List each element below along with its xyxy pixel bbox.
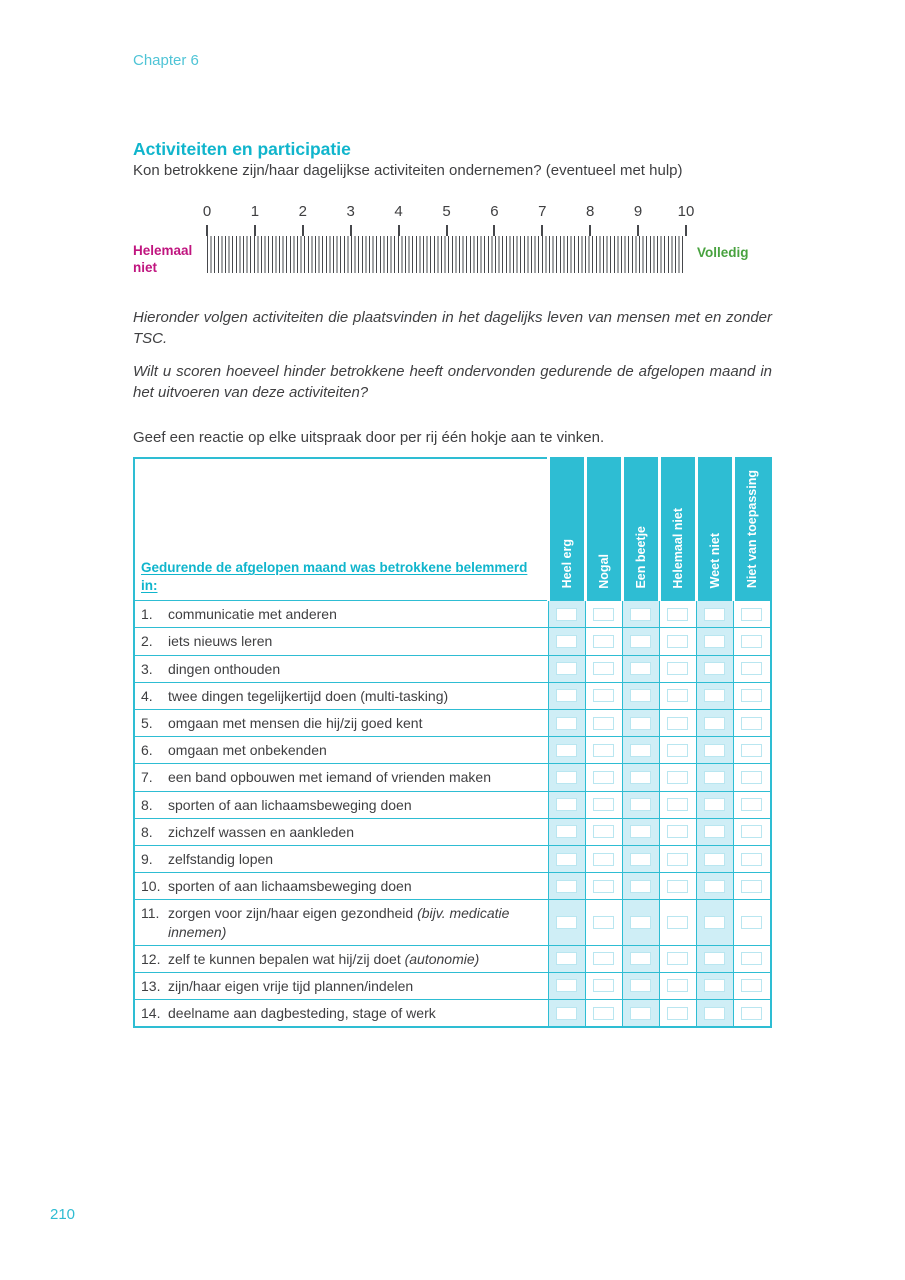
answer-cell[interactable]	[585, 737, 622, 764]
table-row	[134, 710, 771, 737]
statements-header: Gedurende de afgelopen maand was betrokkene belemmerd in:	[141, 560, 528, 594]
statement-number: 8.	[141, 796, 153, 813]
answer-cell[interactable]	[548, 845, 585, 872]
answer-checkbox[interactable]	[704, 825, 725, 838]
answer-checkbox[interactable]	[704, 1007, 725, 1020]
vas-major-tick	[685, 225, 687, 236]
answer-cell[interactable]	[622, 900, 659, 945]
answer-checkbox[interactable]	[630, 853, 651, 866]
statement-cell	[134, 873, 548, 900]
answer-cell[interactable]	[659, 972, 696, 999]
answer-checkbox[interactable]	[556, 1007, 577, 1020]
answer-checkbox[interactable]	[630, 798, 651, 811]
answer-checkbox[interactable]	[667, 798, 688, 811]
answer-checkbox[interactable]	[704, 952, 725, 965]
statement-number: 6.	[141, 742, 153, 759]
answer-checkbox[interactable]	[556, 853, 577, 866]
column-header-een-beetje	[622, 458, 659, 601]
answer-checkbox[interactable]	[556, 744, 577, 757]
vas-right-label: Volledig	[697, 245, 749, 260]
answer-checkbox[interactable]	[556, 771, 577, 784]
answer-cell[interactable]	[659, 601, 696, 628]
answer-checkbox[interactable]	[630, 744, 651, 757]
answer-cell[interactable]	[659, 900, 696, 945]
statement-number: 13.	[141, 977, 161, 994]
answer-cell[interactable]	[733, 710, 771, 737]
column-header-niet-van-toepassing	[733, 458, 771, 601]
answer-checkbox[interactable]	[704, 771, 725, 784]
statement-label: omgaan met onbekenden	[168, 742, 327, 759]
vas-number: 7	[538, 203, 547, 220]
answer-cell[interactable]	[733, 764, 771, 791]
answer-cell[interactable]	[585, 601, 622, 628]
statement-cell	[134, 945, 548, 972]
answer-cell[interactable]	[585, 972, 622, 999]
answer-checkbox[interactable]	[630, 608, 651, 621]
answer-cell[interactable]	[548, 628, 585, 655]
statement-label: communicatie met anderen	[168, 606, 337, 623]
answer-checkbox[interactable]	[556, 608, 577, 621]
vas-major-tick	[398, 225, 400, 236]
answer-cell[interactable]	[696, 682, 733, 709]
answer-checkbox[interactable]	[704, 608, 725, 621]
statement-cell	[134, 682, 548, 709]
answer-checkbox[interactable]	[667, 744, 688, 757]
answer-cell[interactable]	[733, 873, 771, 900]
answer-checkbox[interactable]	[741, 825, 762, 838]
table-row	[134, 900, 771, 945]
answer-checkbox[interactable]	[741, 952, 762, 965]
answer-cell[interactable]	[733, 818, 771, 845]
vas-numbers	[202, 203, 695, 225]
answer-cell[interactable]	[733, 682, 771, 709]
answer-cell[interactable]	[548, 818, 585, 845]
vas-number: 10	[677, 203, 695, 220]
statement-cell	[134, 1000, 548, 1028]
table-row	[134, 737, 771, 764]
statement-label: dingen onthouden	[168, 660, 281, 677]
vas-major-tick	[589, 225, 591, 236]
answer-checkbox[interactable]	[741, 717, 762, 730]
answer-cell[interactable]	[696, 628, 733, 655]
answer-cell[interactable]	[696, 845, 733, 872]
statement-number: 3.	[141, 660, 153, 677]
answer-cell[interactable]	[659, 710, 696, 737]
answer-checkbox[interactable]	[667, 771, 688, 784]
statement-label: een band opbouwen met iemand of vrienden maken	[168, 769, 491, 786]
answer-checkbox[interactable]	[593, 952, 614, 965]
answer-checkbox[interactable]	[704, 880, 725, 893]
answer-cell[interactable]	[585, 873, 622, 900]
answer-cell[interactable]	[585, 710, 622, 737]
answer-checkbox[interactable]	[741, 979, 762, 992]
table-row	[134, 682, 771, 709]
answer-cell[interactable]	[696, 873, 733, 900]
answer-cell[interactable]	[622, 710, 659, 737]
statement-label: omgaan met mensen die hij/zij goed kent	[168, 715, 423, 731]
statement-cell	[134, 972, 548, 999]
vas-left-label: Helemaal niet	[133, 243, 193, 275]
vas-number: 5	[442, 203, 451, 220]
table-row	[134, 818, 771, 845]
answer-checkbox[interactable]	[667, 689, 688, 702]
section-title: Activiteiten en participatie	[133, 139, 351, 159]
answer-cell[interactable]	[696, 764, 733, 791]
answer-cell[interactable]	[548, 655, 585, 682]
answer-checkbox[interactable]	[741, 608, 762, 621]
statement-cell	[134, 737, 548, 764]
answer-checkbox[interactable]	[741, 798, 762, 811]
answer-checkbox[interactable]	[667, 825, 688, 838]
table-row	[134, 791, 771, 818]
statement-cell	[134, 764, 548, 791]
answer-cell[interactable]	[548, 764, 585, 791]
table-header-row	[134, 458, 771, 601]
answer-cell[interactable]	[696, 655, 733, 682]
answer-cell[interactable]	[659, 873, 696, 900]
answer-cell[interactable]	[548, 1000, 585, 1028]
statement-label: iets nieuws leren	[168, 633, 273, 650]
answer-checkbox[interactable]	[704, 744, 725, 757]
vas-scale	[133, 203, 772, 277]
statement-cell	[134, 655, 548, 682]
answer-checkbox[interactable]	[667, 916, 688, 929]
answer-cell[interactable]	[659, 655, 696, 682]
answer-checkbox[interactable]	[667, 608, 688, 621]
answer-checkbox[interactable]	[704, 853, 725, 866]
vas-number: 9	[633, 203, 643, 220]
answer-cell[interactable]	[622, 818, 659, 845]
vas-tick-row	[207, 225, 686, 236]
statements-table	[133, 457, 772, 1029]
answer-cell[interactable]	[733, 845, 771, 872]
statement-label: sporten of aan lichaamsbeweging doen	[168, 796, 412, 813]
answer-checkbox[interactable]	[667, 1007, 688, 1020]
answer-cell[interactable]	[585, 945, 622, 972]
statement-number: 4.	[141, 687, 153, 704]
table-row	[134, 655, 771, 682]
answer-checkbox[interactable]	[667, 853, 688, 866]
answer-checkbox[interactable]	[593, 608, 614, 621]
answer-checkbox[interactable]	[556, 880, 577, 893]
answer-cell[interactable]	[659, 682, 696, 709]
table-row	[134, 1000, 771, 1028]
statement-cell	[134, 818, 548, 845]
answer-checkbox[interactable]	[630, 979, 651, 992]
answer-cell[interactable]	[585, 818, 622, 845]
answer-cell[interactable]	[622, 1000, 659, 1028]
answer-checkbox[interactable]	[556, 635, 577, 648]
answer-checkbox[interactable]	[556, 662, 577, 675]
vas-number: 8	[586, 203, 595, 220]
answer-checkbox[interactable]	[630, 689, 651, 702]
answer-cell[interactable]	[585, 764, 622, 791]
statement-label: zichzelf wassen en aankleden	[168, 823, 355, 840]
column-header-label: Helemaal niet	[670, 507, 685, 589]
page-number: 210	[50, 1206, 76, 1223]
answer-cell[interactable]	[548, 601, 585, 628]
statement-label: zorgen voor zijn/haar eigen gezondheid (bijv. medicatie innemen)	[168, 905, 510, 940]
statement-cell	[134, 628, 548, 655]
answer-checkbox[interactable]	[704, 717, 725, 730]
answer-checkbox[interactable]	[667, 880, 688, 893]
vas-ruler[interactable]	[207, 236, 686, 273]
statement-number: 8.	[141, 823, 153, 840]
answer-cell[interactable]	[733, 737, 771, 764]
answer-cell[interactable]	[696, 710, 733, 737]
statement-cell	[134, 900, 548, 945]
column-header-label: Niet van toepassing	[745, 470, 760, 589]
statement-number: 14.	[141, 1005, 161, 1022]
vas-major-tick	[254, 225, 256, 236]
answer-checkbox[interactable]	[741, 635, 762, 648]
answer-cell[interactable]	[659, 845, 696, 872]
answer-cell[interactable]	[585, 655, 622, 682]
answer-checkbox[interactable]	[556, 916, 577, 929]
answer-checkbox[interactable]	[593, 689, 614, 702]
answer-cell[interactable]	[622, 845, 659, 872]
statement-number: 1.	[141, 606, 153, 623]
answer-checkbox[interactable]	[593, 825, 614, 838]
answer-cell[interactable]	[659, 791, 696, 818]
answer-cell[interactable]	[622, 628, 659, 655]
answer-cell[interactable]	[585, 628, 622, 655]
answer-checkbox[interactable]	[593, 798, 614, 811]
intro-paragraph-2: Wilt u scoren hoeveel hinder betrokkene heeft ondervonden gedurende de afgelopen maand in het uitvoeren van deze activiteiten?	[133, 362, 772, 401]
answer-checkbox[interactable]	[630, 825, 651, 838]
answer-cell[interactable]	[733, 945, 771, 972]
answer-cell[interactable]	[659, 737, 696, 764]
answer-checkbox[interactable]	[593, 916, 614, 929]
answer-cell[interactable]	[548, 682, 585, 709]
answer-checkbox[interactable]	[630, 717, 651, 730]
answer-checkbox[interactable]	[704, 798, 725, 811]
answer-checkbox[interactable]	[704, 662, 725, 675]
vas-major-tick	[350, 225, 352, 236]
answer-cell[interactable]	[696, 1000, 733, 1028]
answer-checkbox[interactable]	[556, 952, 577, 965]
answer-cell[interactable]	[659, 764, 696, 791]
answer-cell[interactable]	[622, 972, 659, 999]
answer-checkbox[interactable]	[704, 979, 725, 992]
answer-cell[interactable]	[659, 945, 696, 972]
statement-number: 9.	[141, 850, 153, 867]
answer-cell[interactable]	[696, 818, 733, 845]
answer-checkbox[interactable]	[630, 635, 651, 648]
answer-cell[interactable]	[659, 1000, 696, 1028]
answer-cell[interactable]	[548, 900, 585, 945]
answer-cell[interactable]	[622, 601, 659, 628]
answer-cell[interactable]	[696, 972, 733, 999]
answer-checkbox[interactable]	[593, 880, 614, 893]
vas-number: 0	[202, 203, 212, 220]
statement-number: 11.	[141, 905, 160, 922]
answer-cell[interactable]	[696, 601, 733, 628]
answer-checkbox[interactable]	[704, 916, 725, 929]
statements-tbody	[134, 601, 771, 1028]
vas-major-tick	[493, 225, 495, 236]
vas-major-tick	[446, 225, 448, 236]
column-header-label: Weet niet	[707, 532, 722, 589]
answer-cell[interactable]	[696, 900, 733, 945]
answer-checkbox[interactable]	[556, 689, 577, 702]
answer-checkbox[interactable]	[593, 635, 614, 648]
answer-cell[interactable]	[548, 972, 585, 999]
answer-checkbox[interactable]	[593, 853, 614, 866]
answer-checkbox[interactable]	[667, 635, 688, 648]
statement-label: sporten of aan lichaamsbeweging doen	[168, 878, 412, 895]
answer-checkbox[interactable]	[593, 979, 614, 992]
column-header-weet-niet	[696, 458, 733, 601]
statement-number: 5.	[141, 715, 153, 731]
answer-checkbox[interactable]	[556, 825, 577, 838]
table-row	[134, 845, 771, 872]
answer-checkbox[interactable]	[741, 916, 762, 929]
answer-checkbox[interactable]	[704, 635, 725, 648]
answer-cell[interactable]	[622, 764, 659, 791]
answer-checkbox[interactable]	[593, 717, 614, 730]
answer-cell[interactable]	[733, 900, 771, 945]
answer-checkbox[interactable]	[741, 744, 762, 757]
answer-checkbox[interactable]	[741, 880, 762, 893]
statement-label: deelname aan dagbesteding, stage of werk	[168, 1005, 436, 1022]
statement-label: zelf te kunnen bepalen wat hij/zij doet (autonomie)	[168, 950, 480, 967]
answer-checkbox[interactable]	[630, 952, 651, 965]
answer-checkbox[interactable]	[630, 662, 651, 675]
answer-cell[interactable]	[733, 655, 771, 682]
answer-cell[interactable]	[622, 737, 659, 764]
answer-checkbox[interactable]	[741, 689, 762, 702]
vas-number: 3	[346, 203, 355, 220]
answer-cell[interactable]	[585, 900, 622, 945]
answer-cell[interactable]	[548, 945, 585, 972]
answer-cell[interactable]	[585, 845, 622, 872]
answer-cell[interactable]	[622, 873, 659, 900]
answer-cell[interactable]	[733, 628, 771, 655]
statement-label: twee dingen tegelijkertijd doen (multi-tasking)	[168, 687, 449, 704]
vas-number: 6	[490, 203, 499, 220]
answer-checkbox[interactable]	[593, 744, 614, 757]
column-header-nogal	[585, 458, 622, 601]
answer-checkbox[interactable]	[630, 771, 651, 784]
column-header-label: Heel erg	[559, 538, 574, 589]
answer-cell[interactable]	[659, 628, 696, 655]
answer-cell[interactable]	[622, 655, 659, 682]
column-header-label: Een beetje	[633, 525, 648, 589]
table-row	[134, 601, 771, 628]
question-text: Kon betrokkene zijn/haar dagelijkse activiteiten ondernemen? (eventueel met hulp)	[133, 162, 683, 179]
statement-cell	[134, 601, 548, 628]
statement-number: 7.	[141, 769, 153, 786]
answer-cell[interactable]	[585, 1000, 622, 1028]
answer-cell[interactable]	[622, 682, 659, 709]
statement-number: 10.	[141, 878, 161, 895]
vas-number: 1	[250, 203, 260, 220]
answer-checkbox[interactable]	[667, 952, 688, 965]
answer-checkbox[interactable]	[593, 771, 614, 784]
vas-major-tick	[637, 225, 639, 236]
answer-cell[interactable]	[548, 710, 585, 737]
answer-cell[interactable]	[733, 791, 771, 818]
statement-cell	[134, 791, 548, 818]
vas-track-area	[202, 203, 695, 277]
column-header-helemaal-niet	[659, 458, 696, 601]
answer-checkbox[interactable]	[741, 1007, 762, 1020]
answer-checkbox[interactable]	[704, 689, 725, 702]
statement-label-italic: (bijv. medicatie innemen)	[168, 905, 510, 940]
answer-checkbox[interactable]	[556, 979, 577, 992]
answer-checkbox[interactable]	[667, 662, 688, 675]
answer-cell[interactable]	[696, 945, 733, 972]
answer-checkbox[interactable]	[593, 1007, 614, 1020]
answer-cell[interactable]	[548, 737, 585, 764]
statement-label-italic: (autonomie)	[404, 950, 480, 967]
table-row	[134, 972, 771, 999]
statement-label: zelfstandig lopen	[168, 850, 274, 867]
table-row	[134, 628, 771, 655]
answer-cell[interactable]	[659, 818, 696, 845]
answer-cell[interactable]	[585, 682, 622, 709]
answer-cell[interactable]	[622, 945, 659, 972]
answer-cell[interactable]	[585, 791, 622, 818]
answer-checkbox[interactable]	[593, 662, 614, 675]
answer-checkbox[interactable]	[667, 717, 688, 730]
answer-cell[interactable]	[733, 1000, 771, 1028]
column-header-label: Nogal	[596, 553, 611, 589]
table-row	[134, 873, 771, 900]
vas-major-tick	[206, 225, 208, 236]
instruction-text: Geef een reactie op elke uitspraak door per rij één hokje aan te vinken.	[133, 428, 605, 446]
answer-cell[interactable]	[622, 791, 659, 818]
answer-checkbox[interactable]	[741, 771, 762, 784]
chapter-label: Chapter 6	[133, 52, 199, 69]
answer-checkbox[interactable]	[556, 717, 577, 730]
vas-major-tick	[302, 225, 304, 236]
answer-cell[interactable]	[696, 737, 733, 764]
statement-cell	[134, 845, 548, 872]
answer-cell[interactable]	[696, 791, 733, 818]
statement-number: 12.	[141, 950, 161, 967]
statement-number: 2.	[141, 633, 153, 650]
answer-cell[interactable]	[733, 972, 771, 999]
answer-checkbox[interactable]	[667, 979, 688, 992]
answer-cell[interactable]	[733, 601, 771, 628]
document-page	[133, 0, 772, 1028]
vas-number: 4	[394, 203, 403, 220]
answer-checkbox[interactable]	[741, 853, 762, 866]
column-header-heel-erg	[548, 458, 585, 601]
answer-checkbox[interactable]	[556, 798, 577, 811]
statements-header-cell	[134, 458, 548, 601]
answer-checkbox[interactable]	[741, 662, 762, 675]
table-row	[134, 945, 771, 972]
answer-cell[interactable]	[548, 873, 585, 900]
statement-cell	[134, 710, 548, 737]
statement-label: zijn/haar eigen vrije tijd plannen/indelen	[168, 977, 414, 994]
intro-paragraph-1: Hieronder volgen activiteiten die plaatsvinden in het dagelijks leven van mensen met en zonder TSC.	[133, 308, 772, 347]
answer-checkbox[interactable]	[630, 880, 651, 893]
answer-checkbox[interactable]	[630, 916, 651, 929]
vas-number: 2	[298, 203, 307, 220]
table-row	[134, 764, 771, 791]
vas-major-tick	[541, 225, 543, 236]
answer-cell[interactable]	[548, 791, 585, 818]
answer-checkbox[interactable]	[630, 1007, 651, 1020]
